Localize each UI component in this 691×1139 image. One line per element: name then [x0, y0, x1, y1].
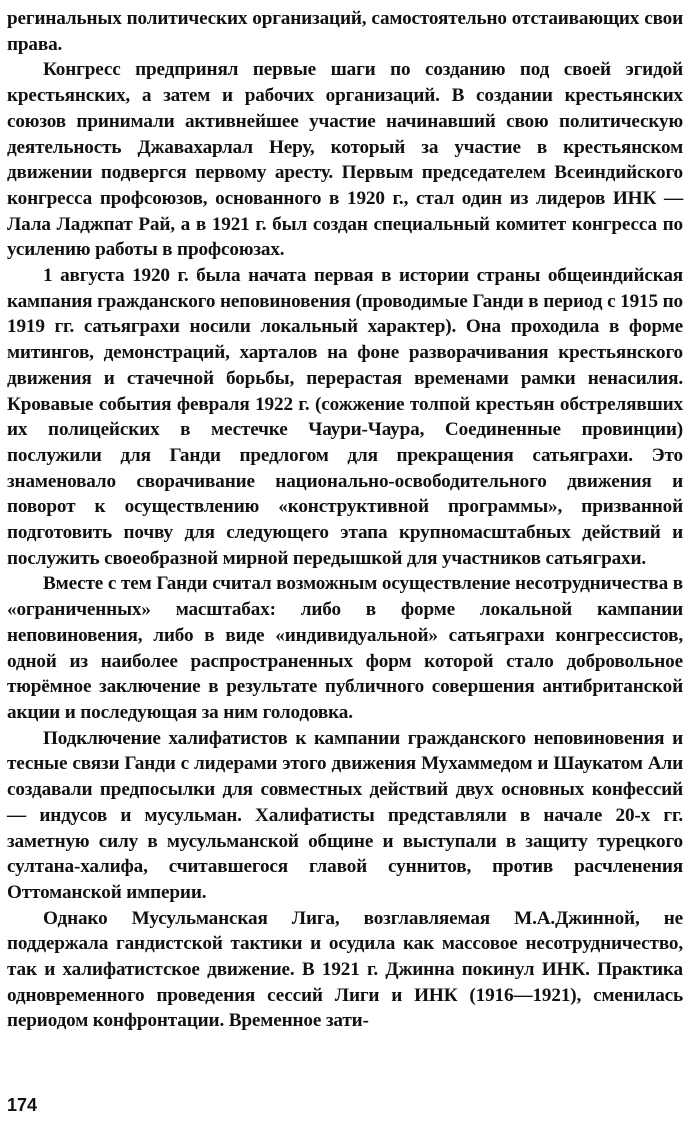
body-text: [7, 6, 683, 1034]
paragraph-4: Вместе с тем Ганди считал возможным осуществление несотрудничества в «ограниченных» масштабах: либо в форме локальной кампании неповиновения, либо в виде «индивидуальной» сатьяграхи конгрессистов, одной из наиболее распространенных форм которой стало добровольное тюрёмное заключение в результате публичного совершения антибританской акции и последующая за ним голодовка.: [7, 573, 683, 723]
paragraph-6: Однако Мусульманская Лига, возглавляемая М.А.Джинной, не поддержала гандистской тактики и осудила как массовое несотрудничество, так и халифатистское движение. В 1921 г. Джинна покинул ИНК. Практика одновременного проведения сессий Лиги и ИНК (1916—1921), сменилась периодом конфронтации. Временное зати-: [7, 907, 683, 1032]
paragraph-5: Подключение халифатистов к кампании гражданского неповиновения и тесные связи Ганди с лидерами этого движения Мухаммедом и Шаукатом Али создавали предпосылки для совместных действий двух основных конфессий — индусов и мусульман. Халифатисты представляли в начале 20-х гг. заметную силу в мусульманской общине и выступали в защиту турецкого султана-халифа, считавшегося главой суннитов, против расчленения Оттоманской империи.: [7, 727, 683, 903]
paragraph-3: 1 августа 1920 г. была начата первая в истории страны общеиндийская кампания гражданского неповиновения (проводимые Ганди в период с 1915 по 1919 гг. сатьяграхи носили локальный характер). Она проходила в форме митингов, демонстраций, харталов на фоне разворачивания крестьянского движения и стачечной борьбы, перерастая временами рамки ненасилия. Кровавые события февраля 1922 г. (сожжение толпой крестьян обстрелявших их полицейских в местечке Чаури-Чаура, Соединенные провинции) послужили для Ганди предлогом для прекращения сатьяграхи. Это знаменовало сворачивание национально-освободительного движения и поворот к осуществлению «конструктивной программы», призванной подготовить почву для следующего этапа крупномасштабных действий и послужить своеобразной мирной передышкой для участников сатьяграхи.: [7, 265, 683, 569]
page-number: 174: [7, 1095, 38, 1115]
paragraph-2: Конгресс предпринял первые шаги по созданию под своей эгидой крестьянских, а затем и рабочих организаций. В создании крестьянских союзов принимали активнейшее участие начинавший свою политическую деятельность Джавахарлал Неру, который за участие в крестьянском движении подвергся первому аресту. Первым председателем Всеиндийского конгресса профсоюзов, основанного в 1920 г., стал один из лидеров ИНК — Лала Ладжпат Рай, а в 1921 г. был создан специальный комитет конгресса по усилению работы в профсоюзах.: [7, 59, 683, 261]
paragraph-1: регинальных политических организаций, самостоятельно отстаивающих свои права.: [7, 8, 683, 55]
